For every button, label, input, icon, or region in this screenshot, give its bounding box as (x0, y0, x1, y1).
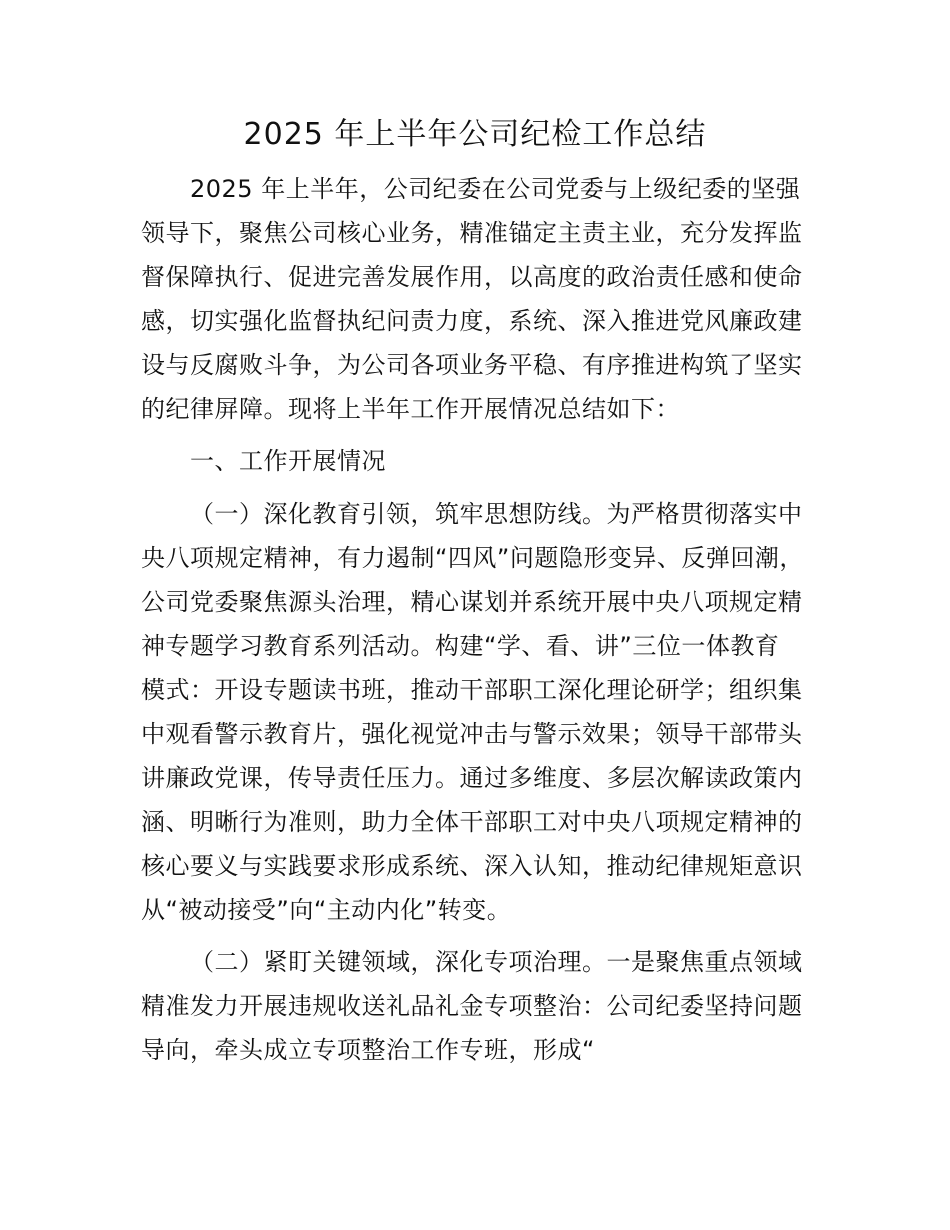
para1-line: 讲廉政党课，传导责任压力。通过多维度、多层次解读政策内 (141, 764, 803, 792)
intro-line: 感，切实强化监督执纪问责力度，系统、深入推进党风廉政建 (141, 307, 803, 335)
para1-line: 核心要义与实践要求形成系统、深入认知，推动纪律规矩意识 (141, 852, 803, 880)
intro-line: 设与反腐败斗争，为公司各项业务平稳、有序推进构筑了坚实 (141, 351, 803, 379)
para2-line: 导向，牵头成立专项整治工作专班，形成“ (141, 1036, 595, 1064)
para1-line: 央八项规定精神，有力遏制“四风”问题隐形变异、反弹回潮， (141, 544, 804, 572)
para2-line: （二）紧盯关键领域，深化专项治理。一是聚焦重点领域 (190, 948, 803, 976)
para1-line: 神专题学习教育系列活动。构建“学、看、讲”三位一体教育 (141, 632, 780, 660)
para1-line: 从“被动接受”向“主动内化”转变。 (141, 896, 512, 924)
document-title: 2025 年上半年公司纪检工作总结 (243, 117, 707, 152)
intro-line: 领导下，聚焦公司核心业务，精准锚定主责主业，充分发挥监 (141, 219, 803, 247)
para1-line: （一）深化教育引领，筑牢思想防线。为严格贯彻落实中 (190, 500, 803, 528)
para1-line: 中观看警示教育片，强化视觉冲击与警示效果；领导干部带头 (141, 720, 803, 748)
intro-line: 2025 年上半年，公司纪委在公司党委与上级纪委的坚强 (190, 175, 801, 203)
para1-line: 模式：开设专题读书班，推动干部职工深化理论研学；组织集 (141, 676, 803, 704)
section-heading: 一、工作开展情况 (190, 447, 386, 475)
intro-line: 的纪律屏障。现将上半年工作开展情况总结如下： (141, 395, 680, 423)
para1-line: 涵、明晰行为准则，助力全体干部职工对中央八项规定精神的 (141, 808, 803, 836)
para1-line: 公司党委聚焦源头治理，精心谋划并系统开展中央八项规定精 (141, 588, 803, 616)
para2-line: 精准发力开展违规收送礼品礼金专项整治：公司纪委坚持问题 (141, 992, 803, 1020)
intro-line: 督保障执行、促进完善发展作用，以高度的政治责任感和使命 (141, 263, 803, 291)
